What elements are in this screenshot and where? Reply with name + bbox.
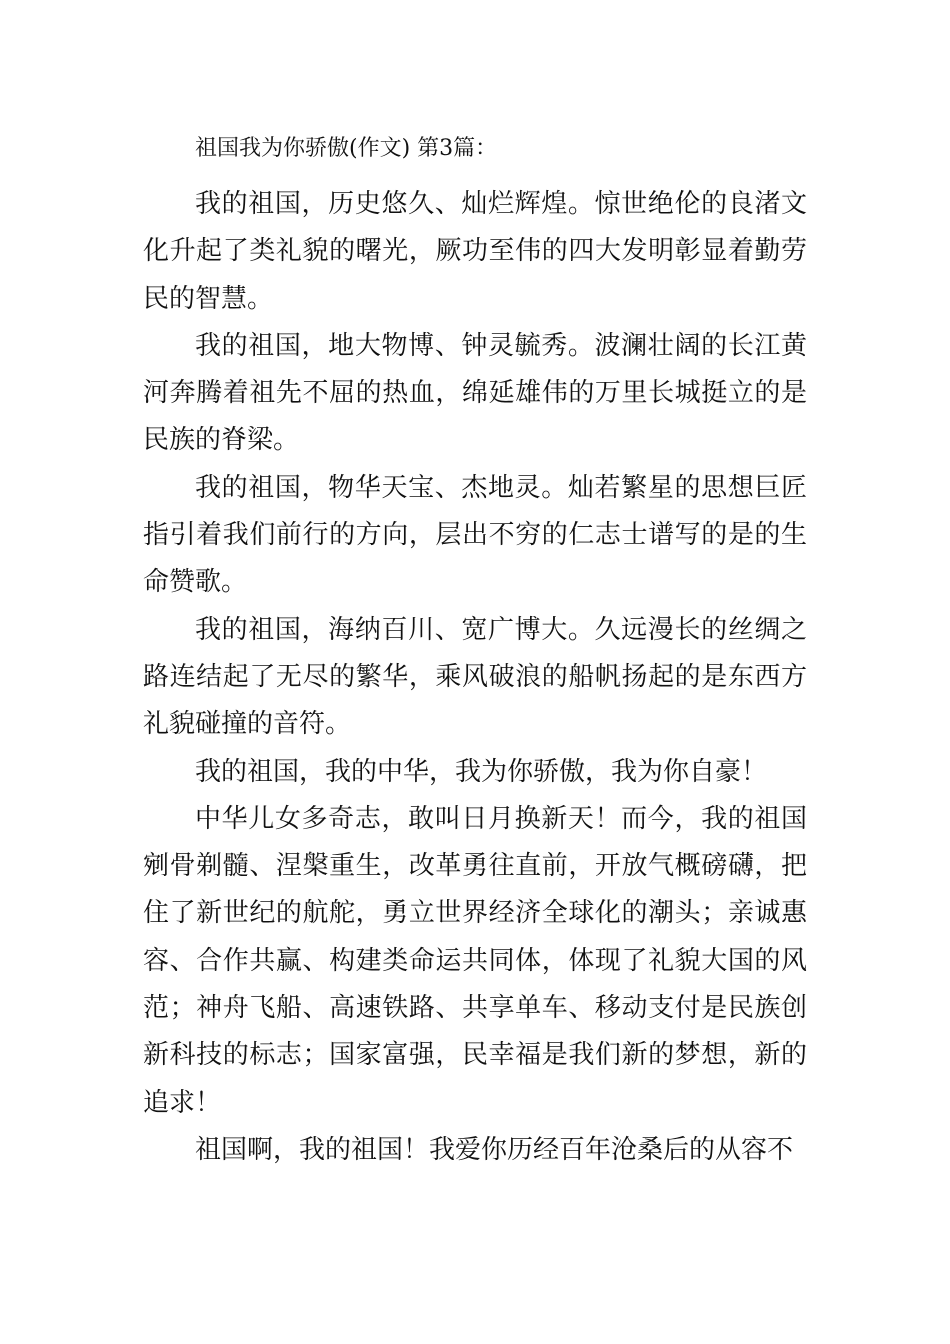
paragraph-people: 我的祖国，物华天宝、杰地灵。灿若繁星的思想巨匠指引着我们前行的方向，层出不穷的仁志士谱写的是的生命赞歌。 xyxy=(143,472,807,598)
paragraph-history: 我的祖国，历史悠久、灿烂辉煌。惊世绝伦的良渚文化升起了类礼貌的曙光，厥功至伟的四大发明彰显着勤劳民的智慧。 xyxy=(143,189,807,314)
paragraph-openness: 我的祖国，海纳百川、宽广博大。久远漫长的丝绸之路连结起了无尽的繁华，乘风破浪的船帆扬起的是东西方礼貌碰撞的音符。 xyxy=(143,614,807,740)
paragraph-geography: 我的祖国，地大物博、钟灵毓秀。波澜壮阔的长江黄河奔腾着祖先不屈的热血，绵延雄伟的万里长城挺立的是民族的脊梁。 xyxy=(143,330,807,456)
document-body xyxy=(143,181,807,1174)
paragraph-new-era: 中华儿女多奇志，敢叫日月换新天！而今，我的祖国剜骨剃髓、涅槃重生，改革勇往直前，开放气概磅礴，把住了新世纪的航舵，勇立世界经济全球化的潮头；亲诚惠容、合作共赢、构建类命运共同体，体现了礼貌大国的风范；神舟飞船、高速铁路、共享单车、移动支付是民族创新科技的标志；国家富强，民幸福是我们新的梦想，新的追求！ xyxy=(143,803,807,1118)
paragraph-closing: 祖国啊，我的祖国！我爱你历经百年沧桑后的从容不 xyxy=(195,1134,794,1165)
paragraph-pride: 我的祖国，我的中华，我为你骄傲，我为你自豪！ xyxy=(195,756,768,787)
document-title: 祖国我为你骄傲(作文) 第3篇： xyxy=(195,136,498,161)
